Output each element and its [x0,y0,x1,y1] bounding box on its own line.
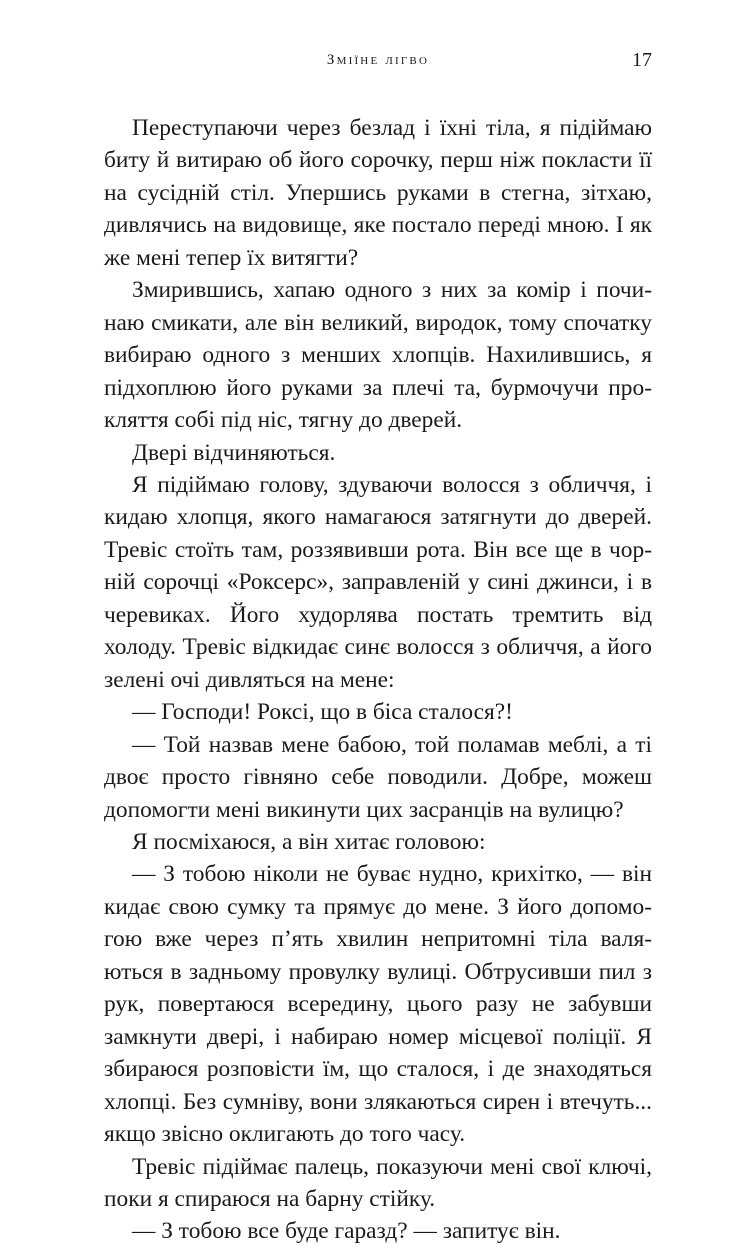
dialogue-line: — Той назвав мене бабою, той поламав меблі, а ті двоє просто гівняно себе поводили. Добре, можеш допомогти мені викинути цих засранців на вулицю? [104,731,652,823]
chapter-title: Зміїне лігво [326,52,430,68]
running-head [104,46,652,74]
dialogue-line: — Господи! Роксі, що в біса сталося?! [132,699,513,726]
paragraph: Я підіймаю голову, здуваючи волосся з обличчя, і кидаю хлопця, якого намагаюся затягнути до дверей. Тревіс стоїть там, роззявивши рота. Він все ще в чорній сорочці «Роксерс», заправленій у сині джинси, і в черевиках. Його худорлява постать тремтить від холоду. Тревіс відкидає синє волосся з обличчя, а його зелені очі дивляться на мене: [104,471,652,693]
paragraph: Переступаючи через безлад і їхні тіла, я підіймаю биту й витираю об його сорочку, перш ніж покласти її на сусідній стіл. Упершись руками в стегна, зітхаю, дивлячись на видовище, яке постало переді мною. І як же мені тепер їх витягти? [104,115,652,271]
paragraph: Двері відчиняються. [132,439,336,466]
dialogue-line: — З тобою ніколи не буває нудно, крихітко, — він кидає свою сумку та прямує до мене. З його допомогою вже через п’ять хвилин непритомні тіла валяються в задньому провулку вулиці. Обтрусивши пил з рук, повертаюся всередину, цього разу не забувши замкнути двері, і набираю номер місцевої поліції. Я збираюся розповісти їм, що сталося, і де знаходяться хлопці. Без сумніву, вони злякаються сирен і втечуть... якщо звісно оклигають до того часу. [104,861,652,1148]
paragraph: Я посміхаюся, а він хитає головою: [132,828,486,855]
body-text [104,112,652,1248]
dialogue-line: — З тобою все буде гаразд? — запитує він. [132,1218,561,1245]
paragraph: Тревіс підіймає палець, показуючи мені свої ключі, поки я спираюся на барну стійку. [104,1153,652,1212]
paragraph: Змирившись, хапаю одного з них за комір і починаю смикати, але він великий, виродок, тому спочатку вибираю одного з менших хлопців. Нахилившись, я підхоплюю його руками за плечі та, бурмочучи прокляття собі під ніс, тягну до дверей. [104,277,652,434]
page-number: 17 [632,49,652,71]
